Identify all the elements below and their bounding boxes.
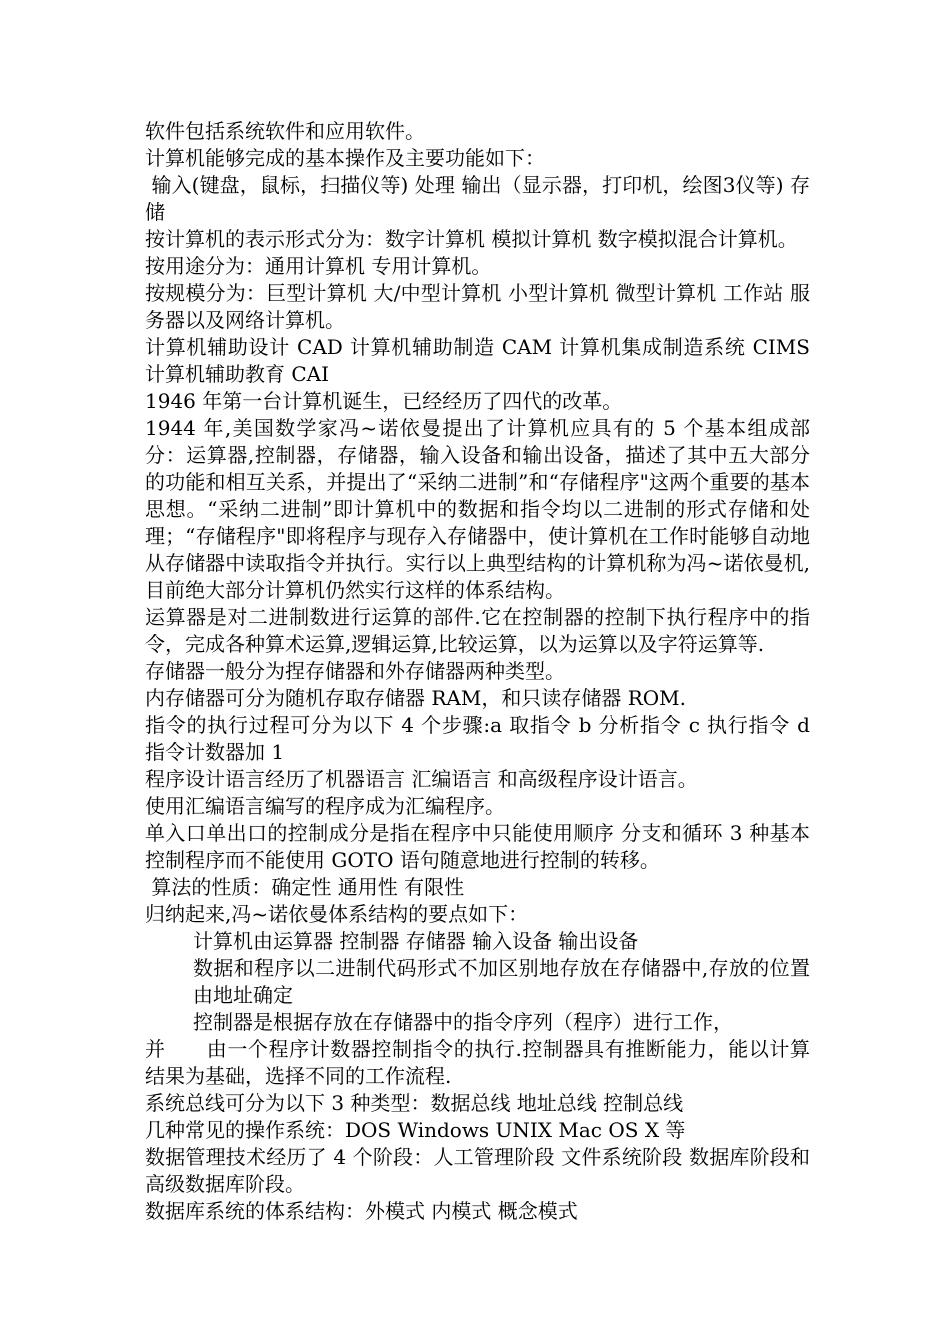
list-item-controller: 控制器是根据存放在存储器中的指令序列（程序）进行工作， <box>193 1010 733 1034</box>
paragraph-von-neumann-summary: 归纳起来,冯~诺依曼体系结构的要点如下： <box>145 902 529 926</box>
paragraph-history-1946: 1946 年第一台计算机诞生，已经经历了四代的改革。 <box>145 389 623 413</box>
paragraph-control-structures: 单入口单出口的控制成分是指在程序中只能使用顺序 分支和循环 3 种基本控制程序而不能使用 GOTO 语句随意地进行控制的转移。 <box>145 821 810 872</box>
paragraph-algorithm-properties: 算法的性质：确定性 通用性 有限性 <box>145 875 465 899</box>
document-body <box>145 118 817 1225</box>
paragraph-programming-languages: 程序设计语言经历了机器语言 汇编语言 和高级程序设计语言。 <box>145 767 698 791</box>
paragraph-software-types: 软件包括系统软件和应用软件。 <box>145 119 425 143</box>
list-item-components: 计算机由运算器 控制器 存储器 输入设备 输出设备 <box>193 929 639 953</box>
paragraph-ram-rom: 内存储器可分为随机存取存储器 RAM，和只读存储器 ROM. <box>145 686 686 710</box>
list-item-controller-continued: 并 由一个程序计数器控制指令的执行.控制器具有推断能力，能以计算结果为基础，选择不同的工作流程. <box>145 1037 810 1088</box>
paragraph-io-devices: 输入(键盘，鼠标，扫描仪等) 处理 输出（显示器，打印机，绘图3仪等) 存储 <box>145 173 810 224</box>
paragraph-computer-aided: 计算机辅助设计 CAD 计算机辅助制造 CAM 计算机集成制造系统 CIMS 计算机辅助教育 CAI <box>145 335 817 386</box>
paragraph-usage-types: 按用途分为：通用计算机 专用计算机。 <box>145 254 492 278</box>
paragraph-data-management: 数据管理技术经历了 4 个阶段：人工管理阶段 文件系统阶段 数据库阶段和高级数据库阶段。 <box>145 1145 810 1196</box>
paragraph-alu: 运算器是对二进制数进行运算的部件.它在控制器的控制下执行程序中的指令，完成各种算术运算,逻辑运算,比较运算，以为运算以及字符运算等. <box>145 605 810 656</box>
paragraph-von-neumann: 1944 年,美国数学家冯~诺依曼提出了计算机应具有的 5 个基本组成部分：运算器,控制器，存储器，输入设备和输出设备，描述了其中五大部分的功能和相互关系，并提出了“采纳二进制”和“存储程序"这两个重要的基本思想。“采纳二进制”即计算机中的数据和指令均以二进制的形式存储和处理；“存储程序"即将程序与现存入存储器中，使计算机在工作时能够自动地从存储器中读取指令并执行。实行以上典型结构的计算机称为冯~诺依曼机,目前绝大部分计算机仍然实行这样的体系结构。 <box>145 416 810 602</box>
paragraph-assembly: 使用汇编语言编写的程序成为汇编程序。 <box>145 794 505 818</box>
paragraph-memory-types: 存储器一般分为捏存储器和外存储器两种类型。 <box>145 659 565 683</box>
list-item-binary-storage: 数据和程序以二进制代码形式不加区别地存放在存储器中,存放的位置由地址确定 <box>193 956 810 1007</box>
paragraph-representation-types: 按计算机的表示形式分为：数字计算机 模拟计算机 数字模拟混合计算机。 <box>145 227 798 251</box>
paragraph-instruction-steps: 指令的执行过程可分为以下 4 个步骤:a 取指令 b 分析指令 c 执行指令 d 指令计数器加 1 <box>145 713 817 764</box>
paragraph-operating-systems: 几种常见的操作系统：DOS Windows UNIX Mac OS X 等 <box>145 1118 686 1142</box>
paragraph-basic-functions: 计算机能够完成的基本操作及主要功能如下： <box>145 146 545 170</box>
paragraph-system-bus: 系统总线可分为以下 3 种类型：数据总线 地址总线 控制总线 <box>145 1091 684 1115</box>
paragraph-database-architecture: 数据库系统的体系结构：外模式 内模式 概念模式 <box>145 1199 578 1223</box>
paragraph-scale-types: 按规模分为：巨型计算机 大/中型计算机 小型计算机 微型计算机 工作站 服务器以及网络计算机。 <box>145 281 810 332</box>
